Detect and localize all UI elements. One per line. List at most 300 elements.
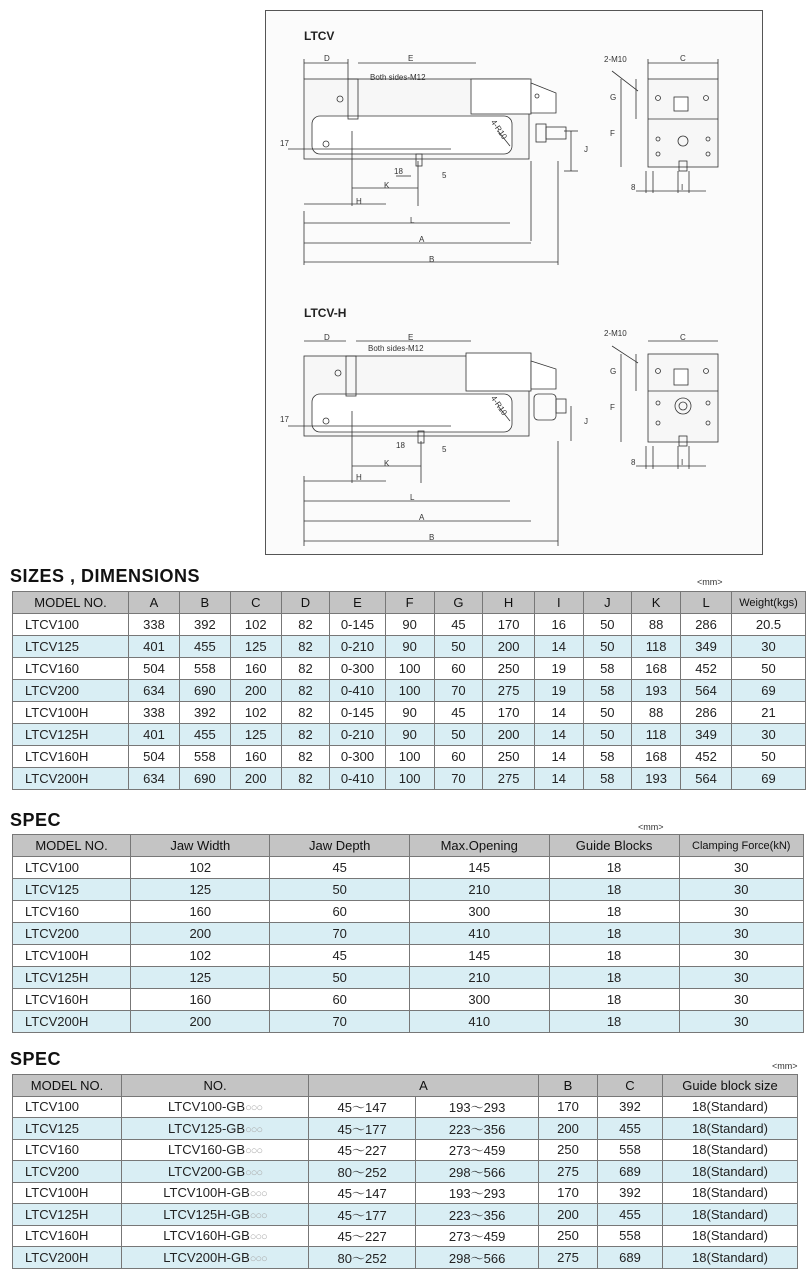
table-cell: 45 — [434, 702, 483, 724]
spec2-header-cell: MODEL NO. — [13, 1075, 122, 1097]
sizes-header-cell: J — [583, 592, 632, 614]
table-cell: 193～293 — [416, 1096, 539, 1118]
table-cell: 18(Standard) — [663, 1139, 798, 1161]
table-cell: 455 — [179, 724, 230, 746]
vise-drawing-svg — [266, 11, 762, 554]
table-cell: 82 — [281, 658, 330, 680]
table-cell: 504 — [129, 658, 180, 680]
table-cell: 18 — [549, 901, 679, 923]
table-cell: 18(Standard) — [663, 1096, 798, 1118]
table-cell: 30 — [679, 967, 804, 989]
table-cell: 558 — [598, 1139, 663, 1161]
table-cell: 80～252 — [309, 1161, 416, 1183]
table-row — [13, 746, 806, 768]
spec2-header-cell: Guide block size — [663, 1075, 798, 1097]
table-cell: 80～252 — [309, 1247, 416, 1269]
dim-17-top: 17 — [280, 139, 289, 148]
table-cell: 275 — [539, 1247, 598, 1269]
table-cell: 338 — [129, 614, 180, 636]
dim-f-top: F — [610, 129, 615, 138]
table-cell: LTCV200H — [13, 1011, 131, 1033]
table-cell: 300 — [409, 901, 549, 923]
table-row — [13, 989, 804, 1011]
table-cell: 18(Standard) — [663, 1161, 798, 1183]
dim-k-top: K — [384, 181, 390, 190]
annot-both-sides-bottom: Both sides-M12 — [368, 344, 424, 353]
table-row — [13, 1161, 798, 1183]
table-row — [13, 614, 806, 636]
dim-b-top: B — [429, 255, 435, 264]
table-cell: 60 — [270, 989, 409, 1011]
table-cell: 160 — [230, 746, 281, 768]
table-cell: 50 — [434, 636, 483, 658]
table-row — [13, 658, 806, 680]
table-cell: 100 — [385, 658, 434, 680]
table-cell: 0-145 — [330, 702, 385, 724]
table-cell: 60 — [434, 658, 483, 680]
table-cell: 558 — [179, 746, 230, 768]
table-cell: 18 — [549, 879, 679, 901]
table-cell: 14 — [535, 768, 584, 790]
table-row — [13, 1011, 804, 1033]
table-cell: 18 — [549, 945, 679, 967]
spec2-header-cell: A — [309, 1075, 539, 1097]
table-row — [13, 702, 806, 724]
table-cell: 50 — [270, 879, 409, 901]
table-cell: LTCV125H — [13, 967, 131, 989]
table-cell — [122, 1161, 309, 1183]
table-cell: 634 — [129, 680, 180, 702]
table-cell: LTCV125 — [13, 636, 129, 658]
dim-5-bottom: 5 — [442, 445, 447, 454]
dim-f-bottom: F — [610, 403, 615, 412]
spec1-header-cell: MODEL NO. — [13, 835, 131, 857]
table-cell: 392 — [598, 1096, 663, 1118]
table-row — [13, 923, 804, 945]
spec2-header-cell: B — [539, 1075, 598, 1097]
table-row — [13, 1096, 798, 1118]
annot-4r10-bottom: 4-R10 — [488, 393, 509, 418]
table-cell: 88 — [632, 702, 681, 724]
table-cell: 200 — [230, 768, 281, 790]
table-cell: 160 — [230, 658, 281, 680]
table-cell: 200 — [483, 724, 535, 746]
table-cell: 392 — [598, 1182, 663, 1204]
table-cell: 193 — [632, 680, 681, 702]
table-row — [13, 1204, 798, 1226]
table-cell: 0-145 — [330, 614, 385, 636]
table-cell: 21 — [732, 702, 806, 724]
gb-number: LTCV100-GB — [167, 1099, 246, 1115]
table-cell: 19 — [535, 658, 584, 680]
table-cell: LTCV160 — [13, 901, 131, 923]
table-cell: LTCV100 — [13, 1096, 122, 1118]
table-cell: LTCV160H — [13, 989, 131, 1011]
table-cell: 100 — [385, 768, 434, 790]
table-cell: 452 — [681, 658, 732, 680]
table-cell: 455 — [598, 1204, 663, 1226]
dim-8-top: 8 — [631, 183, 636, 192]
table-cell: 0-410 — [330, 768, 385, 790]
table-cell: 125 — [230, 636, 281, 658]
table-cell: 410 — [409, 1011, 549, 1033]
spec-table-2 — [12, 1074, 798, 1269]
spec1-header-cell: Jaw Depth — [270, 835, 409, 857]
table-cell: 200 — [230, 680, 281, 702]
table-cell: 45 — [434, 614, 483, 636]
table-cell: 118 — [632, 636, 681, 658]
table-cell: LTCV125H — [13, 1204, 122, 1226]
table-cell: 170 — [483, 702, 535, 724]
table-cell: 90 — [385, 724, 434, 746]
table-cell: 18 — [549, 857, 679, 879]
table-cell: 102 — [230, 702, 281, 724]
table-cell — [122, 1182, 309, 1204]
table-cell: 690 — [179, 680, 230, 702]
table-cell: 18(Standard) — [663, 1182, 798, 1204]
table-cell: 20.5 — [732, 614, 806, 636]
table-cell: 82 — [281, 614, 330, 636]
table-cell: 125 — [131, 967, 270, 989]
table-cell: 0-300 — [330, 746, 385, 768]
table-cell: 401 — [129, 636, 180, 658]
table-cell: 558 — [598, 1225, 663, 1247]
table-cell: 273～459 — [416, 1225, 539, 1247]
table-row — [13, 857, 804, 879]
table-cell: 18 — [549, 923, 679, 945]
spec1-header-cell: Clamping Force(kN) — [679, 835, 804, 857]
dim-i-bottom: I — [681, 458, 684, 467]
sizes-header-cell: F — [385, 592, 434, 614]
table-cell: 14 — [535, 724, 584, 746]
sizes-dimensions-table — [12, 591, 806, 790]
table-cell: 18 — [549, 1011, 679, 1033]
table-cell: 18(Standard) — [663, 1204, 798, 1226]
table-cell: 689 — [598, 1161, 663, 1183]
table-cell: LTCV160H — [13, 1225, 122, 1247]
table-cell: 30 — [732, 636, 806, 658]
table-cell: LTCV100 — [13, 857, 131, 879]
table-cell — [122, 1247, 309, 1269]
spec2-header-cell: C — [598, 1075, 663, 1097]
table-cell: LTCV160H — [13, 746, 129, 768]
table-cell: 45～227 — [309, 1225, 416, 1247]
table-cell: 58 — [583, 746, 632, 768]
sizes-title: SIZES , DIMENSIONS — [10, 566, 201, 586]
table-cell: 275 — [539, 1161, 598, 1183]
sizes-header-cell: B — [179, 592, 230, 614]
table-cell: 168 — [632, 658, 681, 680]
gb-suffix: ○○○ — [245, 1123, 262, 1136]
table-cell: 45～177 — [309, 1118, 416, 1140]
table-cell: 223～356 — [416, 1118, 539, 1140]
table-cell: 455 — [179, 636, 230, 658]
table-cell: 170 — [539, 1182, 598, 1204]
dim-8-bottom: 8 — [631, 458, 636, 467]
table-cell — [122, 1118, 309, 1140]
dim-l-bottom: L — [410, 493, 415, 502]
table-cell: 70 — [270, 1011, 409, 1033]
table-cell: 170 — [483, 614, 535, 636]
sizes-header-cell: H — [483, 592, 535, 614]
dim-h-bottom: H — [356, 473, 362, 482]
table-cell — [122, 1096, 309, 1118]
table-cell: 58 — [583, 658, 632, 680]
table-cell: 45 — [270, 857, 409, 879]
gb-suffix: ○○○ — [245, 1145, 262, 1158]
table-cell: 70 — [434, 768, 483, 790]
gb-number: LTCV125H-GB — [163, 1206, 250, 1222]
table-cell: 102 — [230, 614, 281, 636]
table-cell: 200 — [131, 1011, 270, 1033]
table-cell: 168 — [632, 746, 681, 768]
table-cell: 125 — [131, 879, 270, 901]
table-cell: 338 — [129, 702, 180, 724]
sizes-header-cell: I — [535, 592, 584, 614]
gb-suffix: ○○○ — [245, 1166, 262, 1179]
gb-suffix: ○○○ — [245, 1102, 262, 1115]
table-cell: 60 — [270, 901, 409, 923]
table-cell: 50 — [732, 746, 806, 768]
dim-18-bottom: 18 — [396, 441, 405, 450]
annot-both-sides-top: Both sides-M12 — [370, 73, 426, 82]
table-cell: 50 — [434, 724, 483, 746]
gb-suffix: ○○○ — [249, 1188, 267, 1201]
table-row — [13, 1182, 798, 1204]
annot-2m10-bottom: 2-M10 — [604, 329, 627, 338]
table-cell: 689 — [598, 1247, 663, 1269]
dim-i-top: I — [681, 183, 684, 192]
table-cell: 30 — [732, 724, 806, 746]
table-cell: 145 — [409, 857, 549, 879]
table-cell: 275 — [483, 768, 535, 790]
table-cell: 118 — [632, 724, 681, 746]
sizes-header-cell: MODEL NO. — [13, 592, 129, 614]
table-cell: 14 — [535, 702, 584, 724]
table-cell: 90 — [385, 636, 434, 658]
table-cell: 18(Standard) — [663, 1118, 798, 1140]
dim-c-bottom: C — [680, 333, 686, 342]
table-cell: LTCV200 — [13, 923, 131, 945]
table-cell: 50 — [270, 967, 409, 989]
table-cell: LTCV200H — [13, 768, 129, 790]
table-cell: LTCV100 — [13, 614, 129, 636]
table-cell: 18 — [549, 967, 679, 989]
gb-number: LTCV200-GB — [167, 1163, 246, 1179]
table-cell: 634 — [129, 768, 180, 790]
dim-b-bottom: B — [429, 533, 435, 542]
table-cell: 275 — [483, 680, 535, 702]
dim-d-bottom: D — [324, 333, 330, 342]
spec1-header-cell: Max.Opening — [409, 835, 549, 857]
table-cell: 30 — [679, 857, 804, 879]
spec1-header-cell: Guide Blocks — [549, 835, 679, 857]
drawing-label-ltcv: LTCV — [304, 29, 335, 43]
table-cell: LTCV100H — [13, 945, 131, 967]
table-cell: 200 — [483, 636, 535, 658]
table-row — [13, 901, 804, 923]
table-row — [13, 1118, 798, 1140]
dim-a-top: A — [419, 235, 425, 244]
table-cell: 16 — [535, 614, 584, 636]
table-row — [13, 636, 806, 658]
gb-number: LTCV125-GB — [167, 1120, 246, 1136]
dim-h-top: H — [356, 197, 362, 206]
table-cell: LTCV125 — [13, 1118, 122, 1140]
table-cell — [122, 1204, 309, 1226]
table-cell: 250 — [483, 746, 535, 768]
table-row — [13, 1139, 798, 1161]
table-cell: LTCV200 — [13, 680, 129, 702]
table-cell: 50 — [583, 702, 632, 724]
table-cell: 504 — [129, 746, 180, 768]
gb-suffix: ○○○ — [249, 1252, 267, 1265]
table-cell: 250 — [483, 658, 535, 680]
table-cell: 452 — [681, 746, 732, 768]
table-cell: 30 — [679, 989, 804, 1011]
table-cell: 392 — [179, 702, 230, 724]
table-cell: LTCV125H — [13, 724, 129, 746]
table-row — [13, 680, 806, 702]
gb-suffix: ○○○ — [249, 1231, 267, 1244]
table-cell: LTCV125 — [13, 879, 131, 901]
table-cell: 298～566 — [416, 1247, 539, 1269]
table-row — [13, 967, 804, 989]
table-cell: 14 — [535, 636, 584, 658]
table-cell: 50 — [583, 724, 632, 746]
table-cell — [122, 1139, 309, 1161]
table-cell: 200 — [539, 1204, 598, 1226]
table-cell: 564 — [681, 768, 732, 790]
table-cell: 45～177 — [309, 1204, 416, 1226]
table-cell: 45～147 — [309, 1096, 416, 1118]
table-cell: 90 — [385, 614, 434, 636]
table-cell: 102 — [131, 857, 270, 879]
table-row — [13, 724, 806, 746]
table-cell: 193～293 — [416, 1182, 539, 1204]
table-cell: 250 — [539, 1139, 598, 1161]
dim-j-top: J — [584, 145, 588, 154]
gb-number: LTCV100H-GB — [163, 1185, 250, 1201]
dim-a-bottom: A — [419, 513, 425, 522]
table-row — [13, 1225, 798, 1247]
spec2-header-cell: NO. — [122, 1075, 309, 1097]
table-cell: 145 — [409, 945, 549, 967]
table-cell: 14 — [535, 746, 584, 768]
table-cell: 60 — [434, 746, 483, 768]
table-cell: 88 — [632, 614, 681, 636]
gb-number: LTCV160-GB — [167, 1142, 246, 1158]
dim-k-bottom: K — [384, 459, 390, 468]
table-cell: 30 — [679, 945, 804, 967]
table-cell: 200 — [131, 923, 270, 945]
table-cell: 45～147 — [309, 1182, 416, 1204]
table-cell: 18(Standard) — [663, 1225, 798, 1247]
dim-g-top: G — [610, 93, 617, 102]
table-cell: LTCV160 — [13, 658, 129, 680]
table-cell: 45 — [270, 945, 409, 967]
dim-5-top: 5 — [442, 171, 447, 180]
table-cell: 0-300 — [330, 658, 385, 680]
table-cell: 690 — [179, 768, 230, 790]
sizes-unit: <mm> — [697, 577, 723, 587]
table-row — [13, 1247, 798, 1269]
table-cell: 410 — [409, 923, 549, 945]
sizes-header-cell: K — [632, 592, 681, 614]
table-cell: 0-210 — [330, 724, 385, 746]
table-cell: LTCV200 — [13, 1161, 122, 1183]
table-cell: 286 — [681, 702, 732, 724]
table-cell: 0-210 — [330, 636, 385, 658]
table-cell: 273～459 — [416, 1139, 539, 1161]
table-cell: LTCV100H — [13, 702, 129, 724]
sizes-header-cell: C — [230, 592, 281, 614]
spec-unit-2: <mm> — [772, 1061, 798, 1071]
annot-2m10-top: 2-M10 — [604, 55, 627, 64]
table-cell: 82 — [281, 680, 330, 702]
table-cell: 193 — [632, 768, 681, 790]
sizes-header-cell: D — [281, 592, 330, 614]
table-cell: 300 — [409, 989, 549, 1011]
spec-title-1: SPEC — [10, 810, 62, 830]
spec1-header-cell: Jaw Width — [131, 835, 270, 857]
dim-18-top: 18 — [394, 167, 403, 176]
table-cell: 50 — [583, 636, 632, 658]
table-cell: 392 — [179, 614, 230, 636]
sizes-header-cell: L — [681, 592, 732, 614]
gb-number: LTCV160H-GB — [163, 1228, 250, 1244]
spec-table-1 — [12, 834, 804, 1033]
table-cell: 45～227 — [309, 1139, 416, 1161]
table-cell: 30 — [679, 901, 804, 923]
dim-j-bottom: J — [584, 417, 588, 426]
table-cell: 82 — [281, 702, 330, 724]
table-cell: 18 — [549, 989, 679, 1011]
table-cell: 102 — [131, 945, 270, 967]
spec-unit-1: <mm> — [638, 822, 664, 832]
table-cell: 100 — [385, 680, 434, 702]
table-cell: 58 — [583, 768, 632, 790]
table-cell: 82 — [281, 636, 330, 658]
sizes-header-cell: A — [129, 592, 180, 614]
table-cell: 286 — [681, 614, 732, 636]
table-cell: 0-410 — [330, 680, 385, 702]
table-cell: 82 — [281, 768, 330, 790]
table-row — [13, 768, 806, 790]
table-cell: 30 — [679, 923, 804, 945]
table-cell: 250 — [539, 1225, 598, 1247]
table-cell: 70 — [270, 923, 409, 945]
technical-drawing — [265, 10, 763, 555]
table-cell: 82 — [281, 724, 330, 746]
dim-d-top: D — [324, 54, 330, 63]
dim-g-bottom: G — [610, 367, 617, 376]
table-cell: 200 — [539, 1118, 598, 1140]
table-cell: 558 — [179, 658, 230, 680]
dim-e-top: E — [408, 54, 414, 63]
spec-title-2: SPEC — [10, 1049, 62, 1069]
table-cell: 170 — [539, 1096, 598, 1118]
table-row — [13, 945, 804, 967]
drawing-label-ltcv-h: LTCV-H — [304, 306, 347, 320]
table-cell: LTCV160 — [13, 1139, 122, 1161]
table-cell: 30 — [679, 1011, 804, 1033]
table-cell: 58 — [583, 680, 632, 702]
sizes-header-cell: E — [330, 592, 385, 614]
table-cell: 349 — [681, 724, 732, 746]
table-cell: 19 — [535, 680, 584, 702]
table-cell: 160 — [131, 901, 270, 923]
